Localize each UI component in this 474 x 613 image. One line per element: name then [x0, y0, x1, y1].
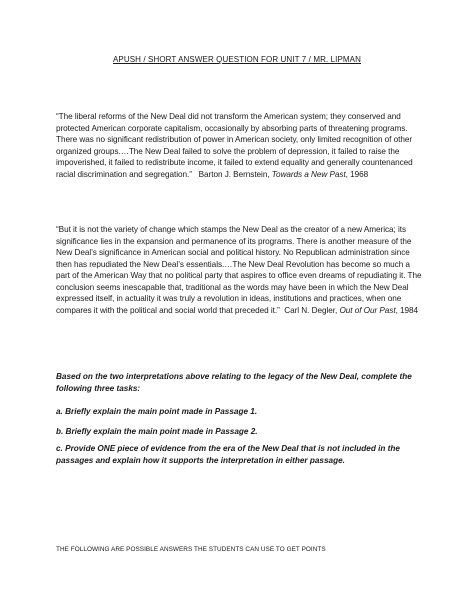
passage-1-author: Barton J. Bernstein, — [198, 169, 270, 179]
prompt-intro: Based on the two interpretations above relating to the legacy of the New Deal, complete the following three tasks: — [56, 372, 412, 393]
passage-2-year: , 1984 — [395, 305, 419, 315]
passage-1 — [56, 111, 422, 180]
task-c: c. Provide ONE piece of evidence from the era of the New Deal that is not included in the passages and explain how it supports the interpretation in either passage. — [56, 444, 400, 465]
footer-note: THE FOLLOWING ARE POSSIBLE ANSWERS THE STUDENTS CAN USE TO GET POINTS — [56, 546, 326, 553]
passage-2-work-title: Out of Our Past — [339, 305, 396, 315]
passage-2-author: Carl N. Degler, — [284, 305, 338, 315]
passage-1-quote: “The liberal reforms of the New Deal did not transform the American system; they conserved and protected American corporate capitalism, occasionally by absorbing parts of threatening programs. There was no significant redistribution of power in American society, only limited recognition of other organized groups.…The New Deal failed to solve the problem of depression, it failed to raise the impoverished, it failed to redistribute income, it failed to extend equality and generally countenanced racial discrimination and segregation.” — [56, 112, 413, 179]
passage-2-quote: “But it is not the variety of change which stamps the New Deal as the creator of a new America; its significance lies in the expansion and permanence of its programs. There is another measure of the New Deal’s significance in American social and political history. No Republican administration since then has repudiated the New Deal’s essentials.…The New Deal Revolution has become so much a part of the American Way that no political party that aspires to office even dreams of repudiating it. The conclusion seems inescapable that, traditional as the words may have been in which the New Deal expressed itself, in actuality it was truly a revolution in ideas, institutions and practices, when one compares it with the political and social world that preceded it.” — [56, 225, 422, 315]
task-b: b. Briefly explain the main point made in Passage 2. — [56, 427, 258, 436]
document-title: APUSH / SHORT ANSWER QUESTION FOR UNIT 7 / MR. LIPMAN — [112, 55, 361, 64]
task-a: a. Briefly explain the main point made in Passage 1. — [56, 407, 258, 416]
passage-2 — [56, 224, 422, 316]
passage-1-work-title: Towards a New Past — [271, 169, 346, 179]
passage-1-year: , 1968 — [345, 169, 369, 179]
